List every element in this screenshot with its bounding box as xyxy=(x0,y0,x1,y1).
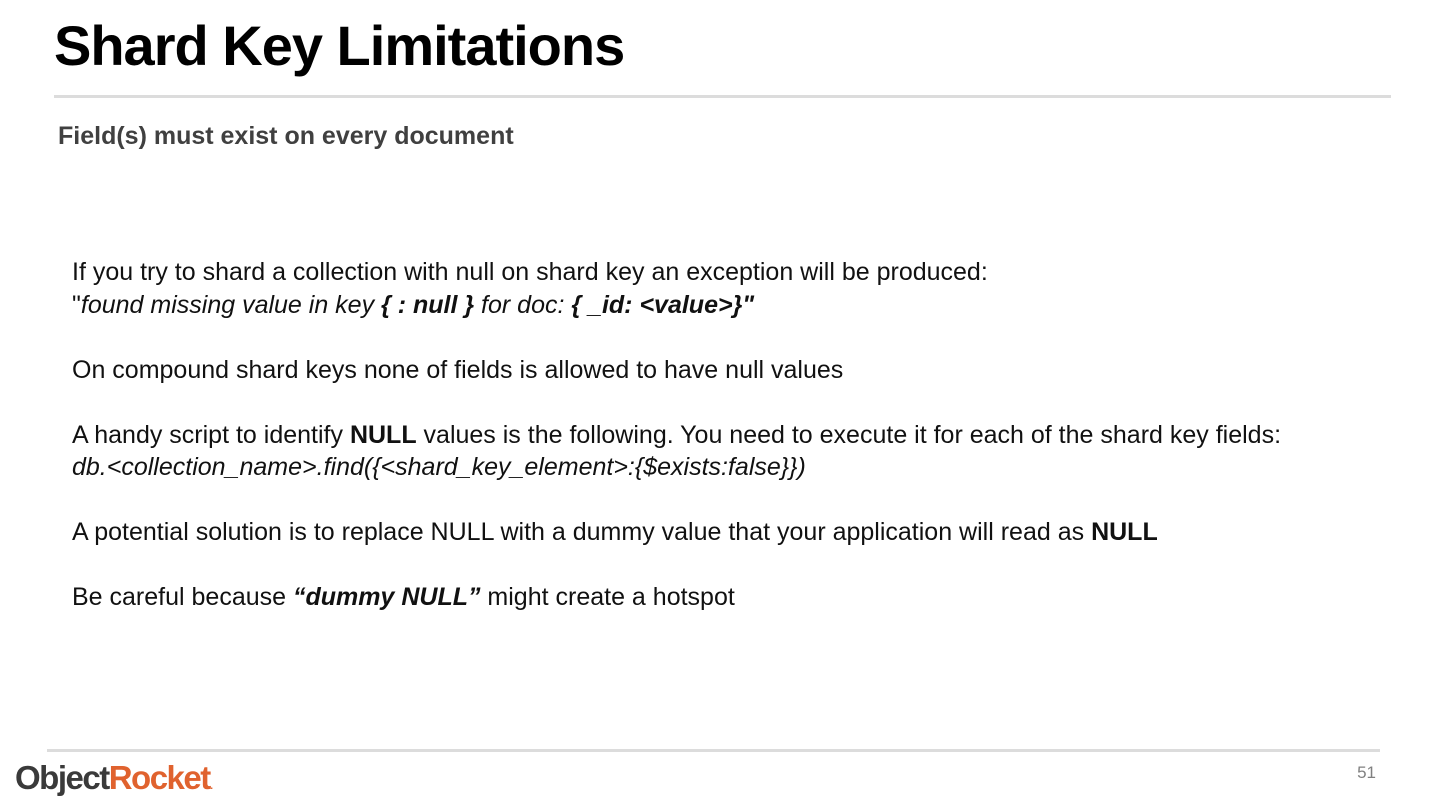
solution-null-bold: NULL xyxy=(1091,518,1158,546)
footer-divider xyxy=(47,749,1380,752)
solution-text: A potential solution is to replace NULL with a dummy value that your application will read as xyxy=(72,518,1092,546)
error-message-italic-b: for doc: xyxy=(474,290,572,319)
quote-open-text: " xyxy=(72,290,81,319)
error-message-key: { : null } xyxy=(381,290,475,319)
error-message-italic-a: found missing value in key xyxy=(80,290,382,319)
logo-dot: . xyxy=(209,776,213,792)
script-null-bold: NULL xyxy=(349,420,417,449)
script-code: db.<collection_name>.find({<shard_key_element>:{$exists:false}}) xyxy=(72,453,806,481)
slide-title: Shard Key Limitations xyxy=(54,14,625,77)
paragraph-warning xyxy=(72,581,1372,614)
logo-rocket-text: Rocket xyxy=(108,759,210,796)
warning-post: might create a hotspot xyxy=(480,583,735,611)
slide-subtitle: Field(s) must exist on every document xyxy=(58,122,514,150)
script-intro-post: values is the following. You need to execute it for each of the shard key fields: xyxy=(416,420,1282,449)
paragraph-compound: On compound shard keys none of fields is allowed to have null values xyxy=(72,355,844,384)
paragraph-solution xyxy=(72,516,1372,549)
script-intro-pre: A handy script to identify xyxy=(72,420,350,449)
logo-object-text: Object xyxy=(15,759,109,796)
warning-pre: Be careful because xyxy=(72,583,293,611)
paragraph-exception xyxy=(72,256,1372,321)
title-divider xyxy=(54,95,1391,98)
slide-body xyxy=(72,256,1372,614)
paragraph-script xyxy=(72,419,1372,484)
exception-intro-text: If you try to shard a collection with null on shard key an exception will be produced: xyxy=(72,258,988,286)
page-number: 51 xyxy=(1357,763,1376,782)
objectrocket-logo xyxy=(15,756,212,806)
warning-dummy-null: “dummy NULL” xyxy=(292,583,481,611)
error-message-doc: { _id: <value>}" xyxy=(571,290,755,319)
